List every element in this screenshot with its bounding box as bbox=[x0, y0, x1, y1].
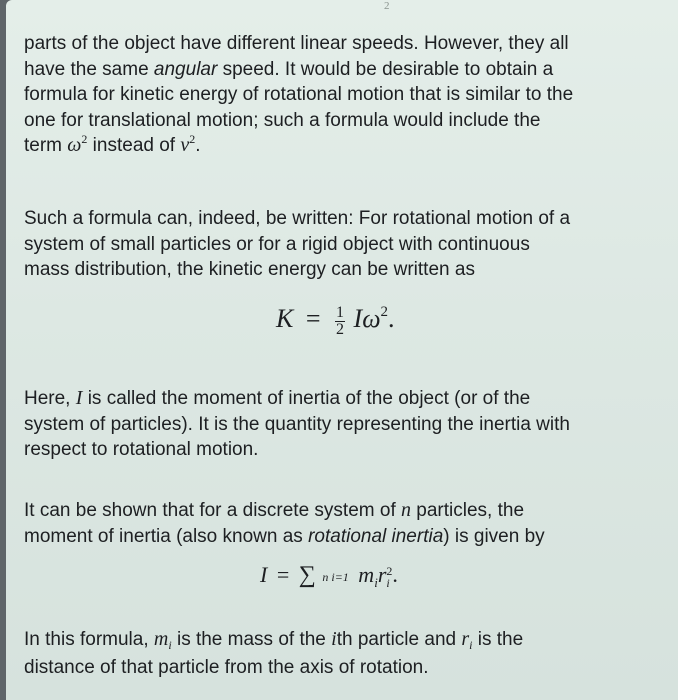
text-line bbox=[24, 386, 678, 412]
text-line: distance of that particle from the axis of rotation. bbox=[24, 656, 429, 678]
text-line: respect to rotational motion. bbox=[24, 439, 259, 460]
text-line bbox=[24, 57, 678, 83]
r-symbol: r bbox=[461, 628, 470, 650]
text-fragment: th particle and bbox=[336, 629, 462, 650]
text-fragment: is called the moment of inertia of the object (or of the bbox=[82, 388, 531, 409]
text-fragment: particles, the bbox=[411, 500, 525, 521]
lower-limit: i=1 bbox=[331, 569, 349, 584]
paragraph-angular-speed bbox=[24, 31, 678, 161]
period: . bbox=[392, 562, 398, 587]
text-fragment: It can be shown that for a discrete system of bbox=[24, 500, 402, 521]
text-fragment: In this formula, bbox=[24, 629, 154, 650]
one-half-fraction bbox=[335, 305, 345, 338]
k-symbol: K bbox=[276, 304, 294, 333]
page-number-mark: 2 bbox=[384, 0, 390, 12]
text-line bbox=[24, 524, 678, 550]
i-symbol: I bbox=[260, 562, 268, 587]
subscript: i bbox=[374, 575, 378, 590]
text-fragment: moment of inertia (also known as bbox=[24, 525, 309, 547]
summation-symbol: ∑ bbox=[298, 562, 316, 588]
text-line: parts of the object have different linear speeds. However, they all bbox=[24, 33, 569, 54]
n-symbol: n bbox=[401, 499, 412, 521]
kinetic-energy-equation bbox=[276, 304, 395, 338]
text-line: Such a formula can, indeed, be written: For rotational motion of a bbox=[24, 208, 571, 229]
moment-of-inertia-equation bbox=[260, 562, 398, 589]
text-line: mass distribution, the kinetic energy can be written as bbox=[24, 259, 475, 280]
text-fragment: is the bbox=[472, 629, 524, 650]
text-line bbox=[24, 133, 678, 161]
text-fragment: ) is given by bbox=[443, 525, 545, 547]
r-symbol: r bbox=[377, 562, 387, 587]
textbook-page bbox=[6, 0, 678, 700]
text-fragment: . bbox=[195, 135, 201, 156]
text-fragment: instead of bbox=[87, 135, 181, 156]
summation-limits bbox=[322, 571, 348, 583]
numerator: 1 bbox=[336, 303, 345, 321]
superscript: 2 bbox=[386, 563, 393, 578]
omega-symbol: ω bbox=[362, 304, 381, 333]
exponent: 2 bbox=[189, 132, 196, 146]
exponent: 2 bbox=[81, 132, 88, 146]
i-symbol: i bbox=[331, 628, 337, 650]
text-fragment: term bbox=[24, 135, 68, 156]
i-symbol: I bbox=[353, 304, 363, 333]
text-line bbox=[24, 498, 678, 524]
text-line: formula for kinetic energy of rotational motion that is similar to the bbox=[24, 84, 574, 105]
text-fragment: Here, bbox=[24, 388, 76, 409]
text-fragment: have the same bbox=[24, 58, 154, 80]
text-line: system of small particles or for a rigid object with continuous bbox=[24, 233, 530, 255]
paragraph-formula-intro bbox=[24, 206, 678, 283]
text-line: system of particles). It is the quantity representing the inertia with bbox=[24, 413, 570, 435]
text-fragment: is the mass of the bbox=[171, 629, 332, 650]
subscript: i bbox=[386, 575, 390, 590]
equals-sign: = bbox=[276, 562, 290, 587]
paragraph-formula-explanation bbox=[24, 627, 678, 680]
text-fragment: speed. It would be desirable to obtain a bbox=[217, 58, 554, 80]
equals-sign: = bbox=[305, 304, 321, 333]
period: . bbox=[388, 304, 395, 333]
omega-symbol: ω bbox=[67, 134, 82, 156]
text-line: one for translational motion; such a formula would include the bbox=[24, 109, 541, 131]
emphasis-rotational-inertia: rotational inertia bbox=[308, 525, 444, 547]
subscript: i bbox=[168, 638, 172, 652]
exponent: 2 bbox=[380, 304, 389, 320]
subscript: i bbox=[469, 638, 473, 652]
v-symbol: v bbox=[180, 134, 190, 156]
i-symbol: I bbox=[75, 387, 83, 409]
m-symbol: m bbox=[358, 562, 375, 587]
paragraph-discrete-system bbox=[24, 498, 678, 549]
paragraph-moment-of-inertia bbox=[24, 386, 678, 463]
emphasis-angular: angular bbox=[153, 58, 218, 80]
m-symbol: m bbox=[153, 628, 169, 650]
text-line bbox=[24, 627, 678, 655]
denominator: 2 bbox=[336, 320, 345, 338]
upper-limit: n bbox=[322, 569, 329, 584]
